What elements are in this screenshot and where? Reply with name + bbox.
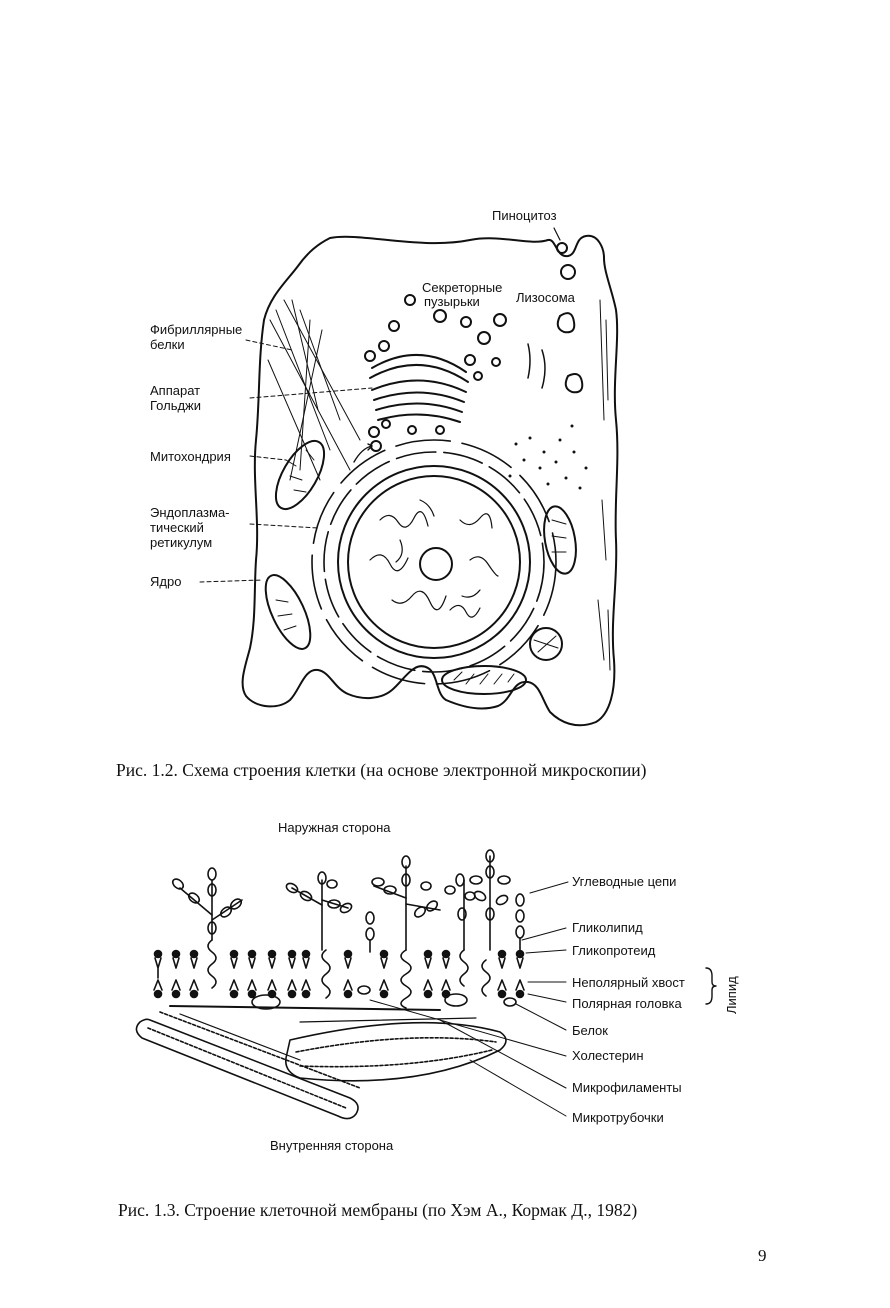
label-mitochondrion: Митохондрия xyxy=(150,449,231,464)
label-lysosome: Лизосома xyxy=(516,290,575,305)
label-golgi-1: Аппарат xyxy=(150,383,201,398)
figure-1-3-caption: Рис. 1.3. Строение клеточной мембраны (по Хэм А., Кормак Д., 1982) xyxy=(118,1200,638,1220)
label-secretory-vesicles-2: пузырьки xyxy=(424,294,480,309)
label-inner-side: Внутренняя сторона xyxy=(270,1138,394,1153)
label-cholesterol: Холестерин xyxy=(572,1048,644,1063)
label-fibrillar-2: белки xyxy=(150,337,185,352)
figure-1-2-caption: Рис. 1.2. Схема строения клетки (на основе электронной микроскопии) xyxy=(116,760,647,780)
label-polar-head: Полярная головка xyxy=(572,996,682,1011)
page-number: 9 xyxy=(758,1246,767,1265)
label-nucleus: Ядро xyxy=(150,574,182,589)
label-er-1: Эндоплазма- xyxy=(150,505,230,520)
label-glycoprotein: Гликопротеид xyxy=(572,943,656,958)
label-er-2: тический xyxy=(150,520,204,535)
label-microtubules: Микротрубочки xyxy=(572,1110,664,1125)
label-fibrillar-1: Фибриллярные xyxy=(150,322,243,337)
label-er-3: ретикулум xyxy=(150,535,213,550)
label-lipid: Липид xyxy=(724,976,739,1014)
label-golgi-2: Гольджи xyxy=(150,398,202,413)
label-microfilaments: Микрофиламенты xyxy=(572,1080,682,1095)
label-protein: Белок xyxy=(572,1023,608,1038)
label-secretory-vesicles-1: Секреторные xyxy=(422,280,503,295)
label-nonpolar-tail: Неполярный хвост xyxy=(572,975,685,990)
label-outer-side: Наружная сторона xyxy=(278,820,391,835)
label-pinocytosis: Пиноцитоз xyxy=(492,208,557,223)
label-carbohydrate-chains: Углеводные цепи xyxy=(572,874,677,889)
label-glycolipid: Гликолипид xyxy=(572,920,643,935)
